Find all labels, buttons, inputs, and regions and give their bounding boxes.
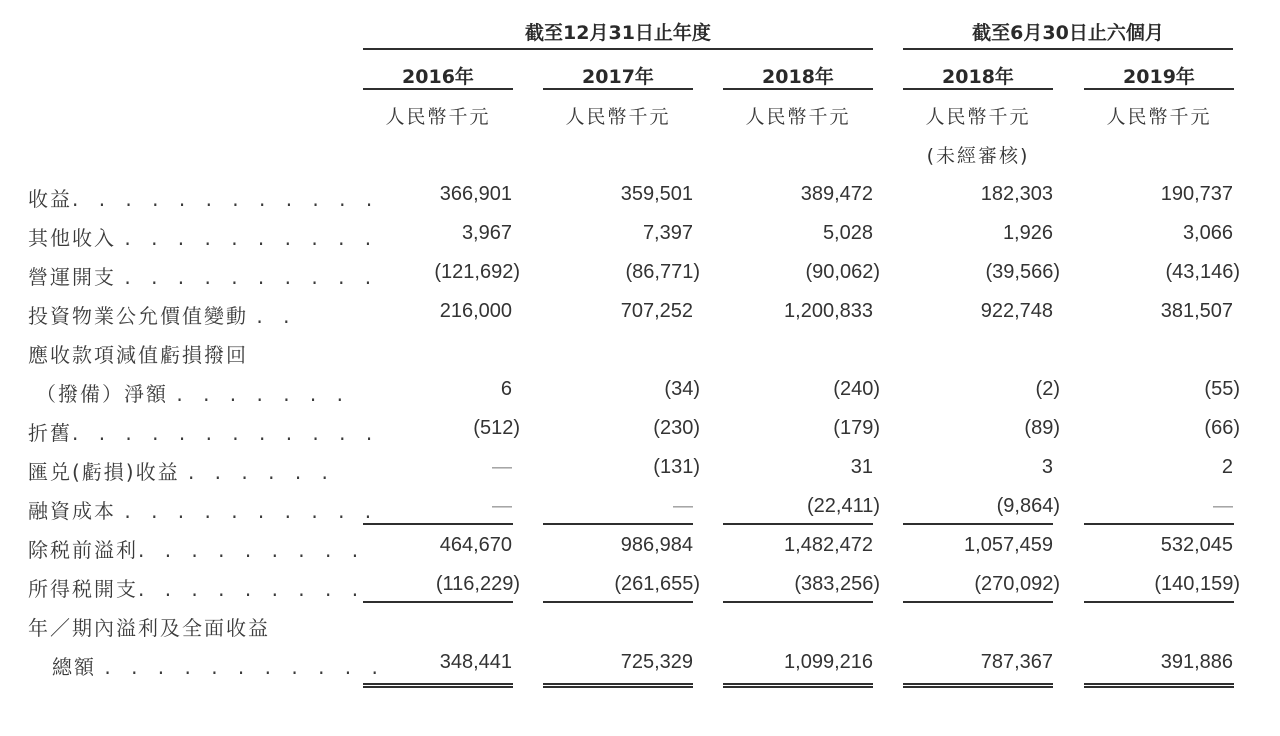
cell: (89) (1024, 417, 1060, 439)
cell: (22,411) (806, 495, 880, 517)
cell: (9,864) (996, 495, 1060, 517)
cell: 3 (1041, 456, 1053, 478)
total-double-rule (363, 683, 513, 688)
cell: — (492, 456, 512, 478)
column-rule (543, 88, 693, 90)
cell: (43,146) (1165, 261, 1240, 283)
column-note-unaudited: (未經審核) (926, 145, 1030, 167)
cell: (383,256) (794, 573, 880, 595)
column-rule (903, 88, 1053, 90)
column-unit: 人民幣千元 (385, 106, 491, 128)
cell: 348,441 (439, 651, 512, 673)
row-label-exchange: 匯兑(虧損)收益 . . . . . . (28, 460, 335, 484)
column-rule (363, 88, 513, 90)
cell: 1,926 (1002, 222, 1053, 244)
row-label-operating-expenses: 營運開支 . . . . . . . . . . (28, 265, 379, 289)
column-unit: 人民幣千元 (745, 106, 851, 128)
cell: (116,229) (435, 573, 520, 595)
row-label-impairment-line2: （撥備）淨額 . . . . . . . (36, 382, 351, 406)
subtotal-rule (543, 601, 693, 603)
cell: 31 (850, 456, 873, 478)
cell: 707,252 (620, 300, 693, 322)
cell: 1,057,459 (964, 534, 1053, 556)
group-rule-interim (903, 48, 1233, 50)
column-year: 2017年 (582, 66, 654, 88)
row-label-other-income: 其他收入 . . . . . . . . . . (28, 226, 379, 250)
cell: 359,501 (620, 183, 693, 205)
cell: 2 (1221, 456, 1233, 478)
cell: 3,066 (1182, 222, 1233, 244)
column-year: 2018年 (762, 66, 834, 88)
cell: (121,692) (434, 261, 520, 283)
cell: 3,967 (461, 222, 512, 244)
cell: — (492, 495, 512, 517)
cell: — (1213, 495, 1233, 517)
cell: — (673, 495, 693, 517)
cell: (140,159) (1154, 573, 1240, 595)
cell: (2) (1035, 378, 1060, 400)
row-label-impairment-line1: 應收款項減值虧損撥回 (28, 343, 248, 367)
cell: (230) (653, 417, 700, 439)
cell: 1,200,833 (784, 300, 873, 322)
row-label-revenue: 收益. . . . . . . . . . . . (28, 187, 380, 211)
group-header-annual: 截至12月31日止年度 (525, 22, 711, 44)
column-rule (723, 88, 873, 90)
cell: (66) (1204, 417, 1240, 439)
cell: 5,028 (822, 222, 873, 244)
cell: (86,771) (625, 261, 700, 283)
total-double-rule (1084, 683, 1234, 688)
total-double-rule (903, 683, 1053, 688)
cell: 216,000 (439, 300, 512, 322)
row-label-income-tax: 所得税開支. . . . . . . . . (28, 577, 366, 601)
column-rule (1084, 88, 1234, 90)
cell: (261,655) (614, 573, 700, 595)
column-unit: 人民幣千元 (1106, 106, 1212, 128)
column-unit: 人民幣千元 (925, 106, 1031, 128)
cell: 7,397 (642, 222, 693, 244)
row-label-profit-before-tax: 除税前溢利. . . . . . . . . (28, 538, 366, 562)
subtotal-rule (1084, 523, 1234, 525)
subtotal-rule (363, 523, 513, 525)
cell: 366,901 (439, 183, 512, 205)
cell: 182,303 (980, 183, 1053, 205)
cell: 391,886 (1160, 651, 1233, 673)
cell: 464,670 (439, 534, 512, 556)
row-label-depreciation: 折舊. . . . . . . . . . . . (28, 421, 380, 445)
row-label-total-line2: 總額 . . . . . . . . . . . (52, 655, 385, 679)
cell: (55) (1204, 378, 1240, 400)
cell: (34) (664, 378, 700, 400)
cell: 1,099,216 (784, 651, 873, 673)
row-label-finance-costs: 融資成本 . . . . . . . . . . (28, 499, 379, 523)
cell: (131) (653, 456, 700, 478)
column-year: 2016年 (402, 66, 474, 88)
subtotal-rule (723, 523, 873, 525)
cell: 787,367 (980, 651, 1053, 673)
total-double-rule (543, 683, 693, 688)
cell: (39,566) (985, 261, 1060, 283)
cell: 1,482,472 (784, 534, 873, 556)
total-double-rule (723, 683, 873, 688)
column-year: 2019年 (1123, 66, 1195, 88)
cell: 190,737 (1160, 183, 1233, 205)
subtotal-rule (363, 601, 513, 603)
cell: 986,984 (620, 534, 693, 556)
column-unit: 人民幣千元 (565, 106, 671, 128)
cell: 381,507 (1160, 300, 1233, 322)
subtotal-rule (903, 523, 1053, 525)
cell: (240) (833, 378, 880, 400)
cell: 922,748 (980, 300, 1053, 322)
subtotal-rule (1084, 601, 1234, 603)
group-header-interim: 截至6月30日止六個月 (972, 22, 1164, 44)
cell: 532,045 (1160, 534, 1233, 556)
row-label-total-line1: 年／期內溢利及全面收益 (28, 616, 270, 640)
cell: (90,062) (805, 261, 880, 283)
group-rule-annual (363, 48, 873, 50)
cell: 6 (500, 378, 512, 400)
row-label-fair-value-change: 投資物業公允價值變動 . . (28, 304, 297, 328)
subtotal-rule (543, 523, 693, 525)
subtotal-rule (903, 601, 1053, 603)
cell: (512) (473, 417, 520, 439)
cell: (270,092) (974, 573, 1060, 595)
cell: 389,472 (800, 183, 873, 205)
column-year: 2018年 (942, 66, 1014, 88)
cell: (179) (833, 417, 880, 439)
subtotal-rule (723, 601, 873, 603)
cell: 725,329 (620, 651, 693, 673)
